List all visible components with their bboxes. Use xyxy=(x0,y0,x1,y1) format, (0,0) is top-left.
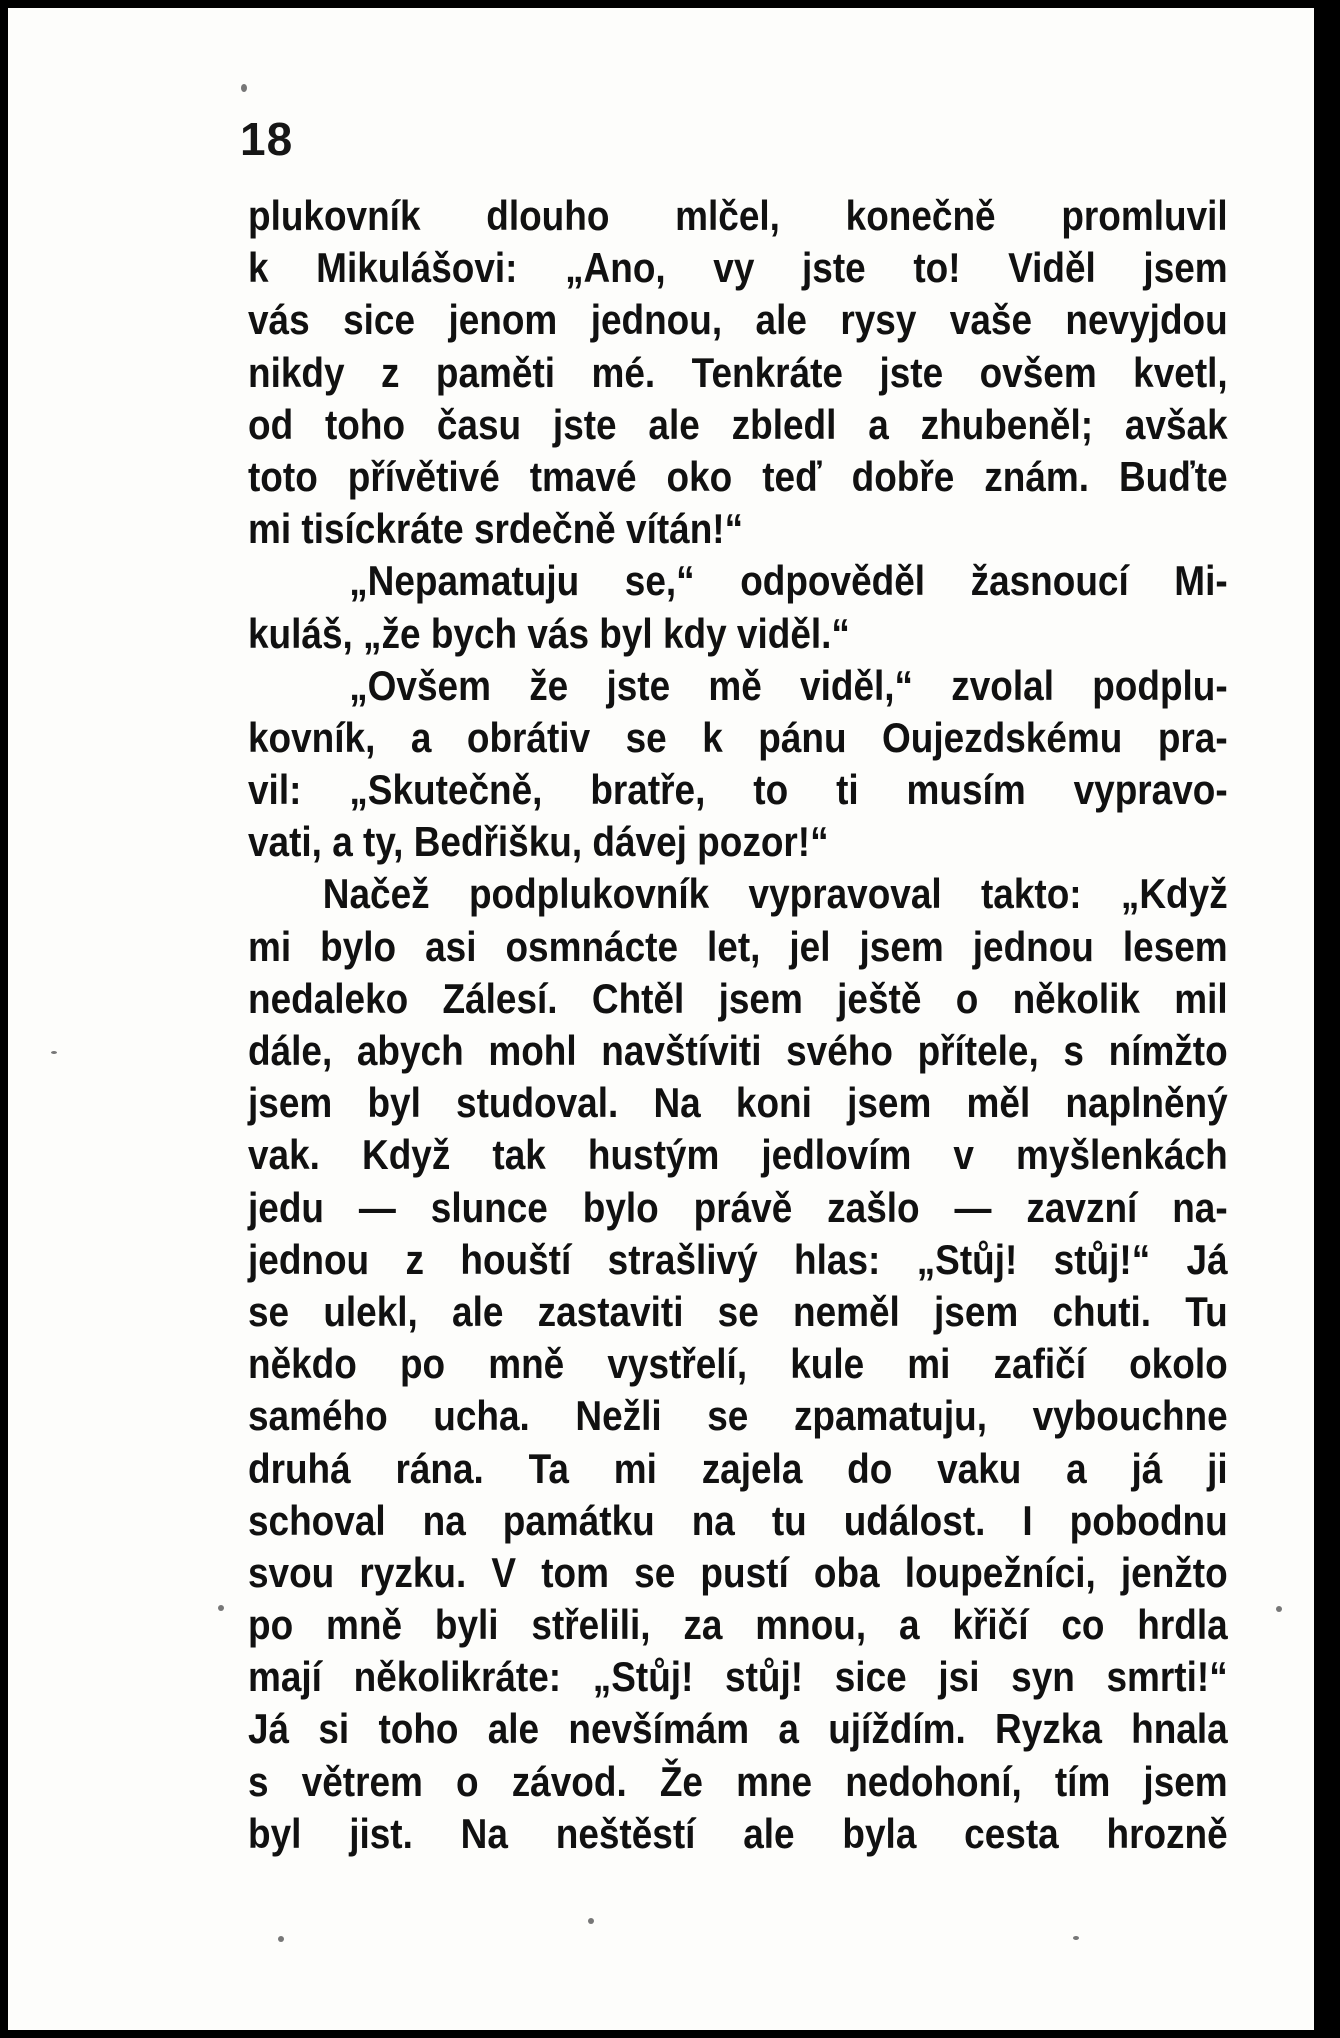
text-line: jednou z houští strašlivý hlas: „Stůj! stůj!“ Já xyxy=(248,1235,1228,1283)
book-page xyxy=(8,8,1328,2030)
text-line: plukovník dlouho mlčel, konečně promluvil xyxy=(248,192,1228,239)
text-line: s větrem o závod. Že mne nedohoní, tím jsem xyxy=(248,1757,1228,1805)
text-line: vati, a ty, Bedřišku, dávej pozor!“ xyxy=(248,818,829,866)
text-line: od toho času jste ale zbledl a zhubeněl; avšak xyxy=(248,400,1228,448)
text-line: vak. Když tak hustým jedlovím v myšlenkách xyxy=(248,1131,1228,1179)
text-line: mají několikráte: „Stůj! stůj! sice jsi syn smrti!“ xyxy=(248,1653,1228,1701)
text-line: k Mikulášovi: „Ano, vy jste to! Viděl jsem xyxy=(248,244,1228,292)
text-line: nikdy z paměti mé. Tenkráte jste ovšem kvetl, xyxy=(248,348,1228,396)
text-line: mi tisíckráte srdečně vítán!“ xyxy=(248,505,744,553)
scan-border xyxy=(1314,8,1328,2030)
text-line: kovník, a obrátiv se k pánu Oujezdskému pra- xyxy=(248,713,1228,761)
body-text xyxy=(248,190,1228,1860)
text-line: kuláš, „že bych vás byl kdy viděl.“ xyxy=(248,609,850,657)
text-line: „Ovšem že jste mě viděl,“ zvolal podplu- xyxy=(349,661,1228,709)
text-line: se ulekl, ale zastaviti se neměl jsem chuti. Tu xyxy=(248,1287,1228,1335)
text-line: Načež podplukovník vypravoval takto: „Když xyxy=(322,870,1228,918)
scan-speck xyxy=(1276,1606,1282,1612)
scan-speck xyxy=(218,1605,224,1611)
scan-speck xyxy=(241,84,247,92)
text-line: po mně byli střelili, za mnou, a křičí co hrdla xyxy=(248,1601,1228,1649)
page-number: 18 xyxy=(240,113,294,165)
scan-speck xyxy=(278,1936,284,1942)
text-line: dále, abych mohl navštíviti svého přítele, s nímžto xyxy=(248,1027,1228,1074)
text-line: samého ucha. Nežli se zpamatuju, vybouchne xyxy=(248,1392,1228,1440)
text-line: jedu — slunce bylo právě zašlo — zavzní na- xyxy=(248,1183,1228,1231)
text-line: toto přívětivé tmavé oko teď dobře znám. Buďte xyxy=(248,452,1228,500)
text-line: druhá rána. Ta mi zajela do vaku a já ji xyxy=(248,1444,1228,1492)
scan-speck xyxy=(51,1051,57,1054)
text-line: byl jist. Na neštěstí ale byla cesta hrozně xyxy=(248,1809,1228,1857)
text-line: Já si toho ale nevšímám a ujíždím. Ryzka hnala xyxy=(248,1705,1228,1753)
scan-speck xyxy=(588,1918,594,1924)
text-line: jsem byl studoval. Na koni jsem měl naplněný xyxy=(248,1079,1228,1127)
text-line: někdo po mně vystřelí, kule mi zafičí okolo xyxy=(248,1340,1228,1388)
text-line: „Nepamatuju se,“ odpověděl žasnoucí Mi- xyxy=(349,557,1228,605)
text-line: vás sice jenom jednou, ale rysy vaše nevyjdou xyxy=(248,296,1228,344)
text-line: svou ryzku. V tom se pustí oba loupežníci, jenžto xyxy=(248,1548,1228,1596)
text-line: mi bylo asi osmnácte let, jel jsem jednou lesem xyxy=(248,922,1228,970)
scan-speck xyxy=(1073,1936,1079,1940)
text-line: vil: „Skutečně, bratře, to ti musím vypravo- xyxy=(248,766,1228,814)
text-line: schoval na památku na tu událost. I pobodnu xyxy=(248,1496,1228,1544)
text-line: nedaleko Zálesí. Chtěl jsem ještě o několik mil xyxy=(248,974,1228,1022)
